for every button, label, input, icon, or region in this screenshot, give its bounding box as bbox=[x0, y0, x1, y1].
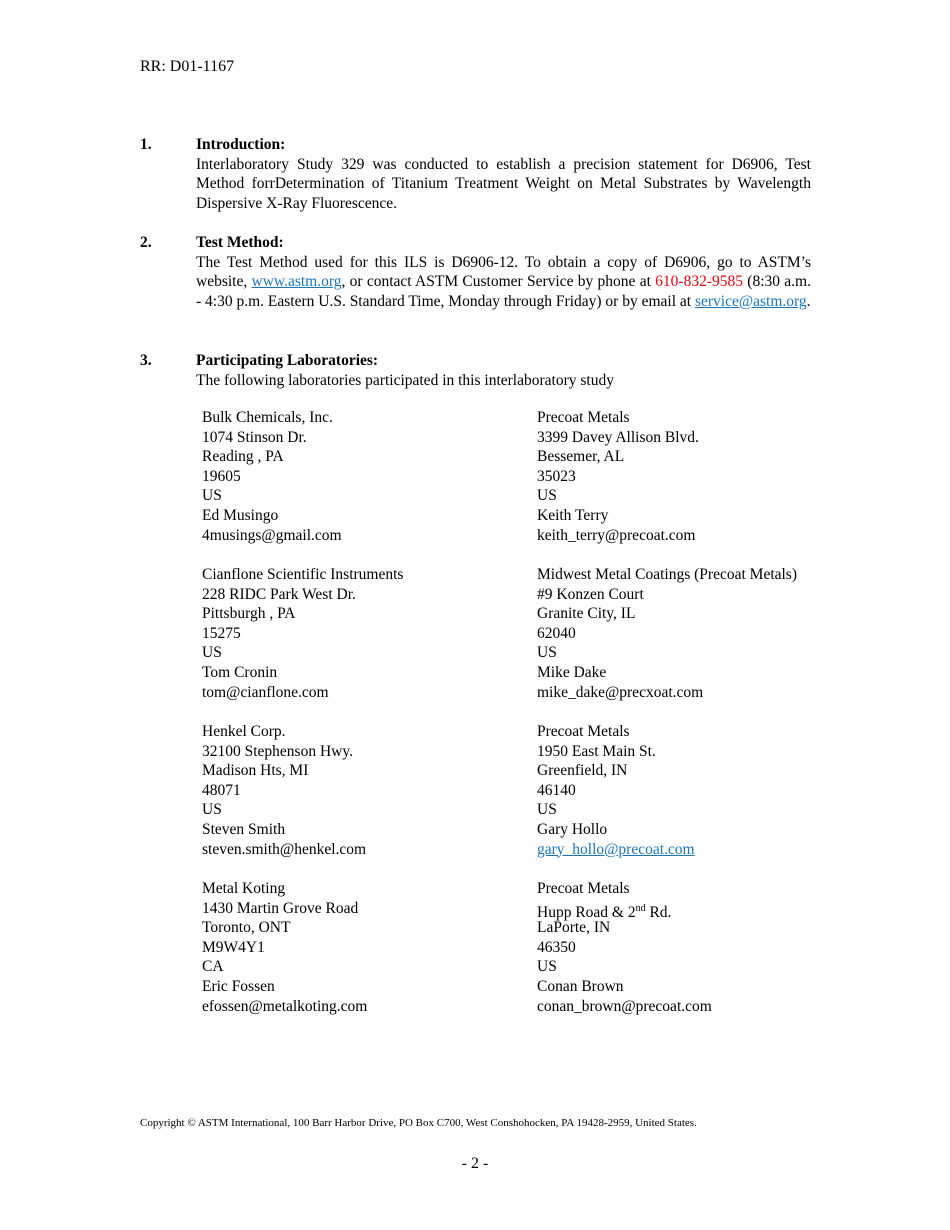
lab-country: US bbox=[202, 487, 222, 505]
lab-email: steven.smith@henkel.com bbox=[202, 840, 367, 858]
lab-email: tom@cianflone.com bbox=[202, 683, 329, 701]
lab-zip: 46350 bbox=[537, 938, 576, 956]
section-title: Participating Laboratories: bbox=[196, 352, 379, 369]
report-id: RR: D01-1167 bbox=[140, 58, 235, 75]
lab-email: efossen@metalkoting.com bbox=[202, 997, 368, 1015]
lab-entry bbox=[202, 722, 366, 859]
lab-contact: Tom Cronin bbox=[202, 663, 278, 681]
section-body bbox=[196, 253, 811, 312]
lab-contact: Steven Smith bbox=[202, 820, 286, 838]
lab-city: Madison Hts, MI bbox=[202, 762, 309, 780]
lab-street: #9 Konzen Court bbox=[537, 585, 644, 603]
lab-street: 1074 Stinson Dr. bbox=[202, 428, 307, 446]
lab-contact: Mike Dake bbox=[537, 663, 607, 681]
lab-entry bbox=[202, 408, 342, 545]
lab-zip: 15275 bbox=[202, 624, 241, 642]
lab-name: Metal Koting bbox=[202, 880, 286, 897]
lab-entry bbox=[202, 879, 367, 1016]
section-number: 2. bbox=[140, 234, 152, 251]
body-text: (8:30 a.m. - 4:30 p.m. Eastern U.S. Standard Time, Monday through Friday) or by email at bbox=[196, 273, 811, 310]
section-introduction bbox=[140, 135, 811, 213]
lab-country: US bbox=[537, 958, 557, 976]
lab-country: US bbox=[537, 801, 557, 819]
lab-street: 32100 Stephenson Hwy. bbox=[202, 742, 353, 760]
lab-row bbox=[202, 565, 862, 722]
lab-name: Precoat Metals bbox=[537, 880, 630, 897]
lab-city: Reading , PA bbox=[202, 448, 284, 466]
lab-city: LaPorte, IN bbox=[537, 919, 611, 937]
street-text: Rd. bbox=[645, 903, 672, 921]
body-text: . bbox=[806, 292, 811, 310]
lab-country: US bbox=[202, 644, 222, 662]
copyright-notice: Copyright © ASTM International, 100 Barr Harbor Drive, PO Box C700, West Conshohocken, PA 19428-2959, United States. bbox=[140, 1117, 697, 1129]
lab-street: 3399 Davey Allison Blvd. bbox=[537, 428, 699, 446]
section-participating-laboratories bbox=[140, 351, 811, 390]
lab-name: Precoat Metals bbox=[537, 409, 630, 426]
ordinal-suffix: nd bbox=[635, 902, 646, 914]
lab-row bbox=[202, 722, 862, 879]
lab-country: US bbox=[537, 644, 557, 662]
lab-country: US bbox=[202, 801, 222, 819]
lab-name: Midwest Metal Coatings (Precoat Metals) bbox=[537, 566, 798, 583]
body-text: , or contact ASTM Customer Service by phone at bbox=[341, 273, 656, 291]
lab-street: 1430 Martin Grove Road bbox=[202, 899, 359, 917]
lab-country: US bbox=[537, 487, 557, 505]
lab-city: Pittsburgh , PA bbox=[202, 605, 296, 623]
lab-email: keith_terry@precoat.com bbox=[537, 526, 696, 544]
lab-zip: 48071 bbox=[202, 781, 241, 799]
lab-street bbox=[537, 899, 712, 919]
section-test-method bbox=[140, 233, 811, 311]
laboratory-list bbox=[202, 408, 862, 1036]
lab-city: Bessemer, AL bbox=[537, 448, 625, 466]
phone-number: 610-832-9585 bbox=[655, 273, 743, 291]
lab-contact: Keith Terry bbox=[537, 506, 609, 524]
lab-contact: Conan Brown bbox=[537, 977, 624, 995]
lab-contact: Gary Hollo bbox=[537, 820, 608, 838]
astm-website-link[interactable]: www.astm.org bbox=[251, 273, 342, 291]
lab-entry bbox=[537, 879, 712, 1016]
lab-row bbox=[202, 408, 862, 565]
lab-entry bbox=[202, 565, 403, 702]
lab-contact: Ed Musingo bbox=[202, 506, 279, 524]
lab-zip: M9W4Y1 bbox=[202, 938, 265, 956]
lab-name: Cianflone Scientific Instruments bbox=[202, 566, 404, 583]
lab-zip: 19605 bbox=[202, 467, 241, 485]
lab-city: Granite City, IL bbox=[537, 605, 636, 623]
street-text: Hupp Road & 2 bbox=[537, 903, 636, 921]
lab-entry bbox=[537, 565, 797, 702]
lab-street: 1950 East Main St. bbox=[537, 742, 656, 760]
section-number: 3. bbox=[140, 352, 152, 369]
lab-city: Toronto, ONT bbox=[202, 919, 291, 937]
lab-zip: 46140 bbox=[537, 781, 576, 799]
lab-email: conan_brown@precoat.com bbox=[537, 997, 712, 1015]
service-email-link[interactable]: service@astm.org bbox=[694, 292, 807, 310]
section-number: 1. bbox=[140, 136, 152, 153]
page-number: - 2 - bbox=[461, 1155, 489, 1172]
lab-email: mike_dake@precxoat.com bbox=[537, 683, 704, 701]
lab-name: Precoat Metals bbox=[537, 723, 630, 740]
lab-zip: 62040 bbox=[537, 624, 576, 642]
section-title: Test Method: bbox=[196, 234, 284, 251]
body-text: The Test Method used for this ILS is D6906-12. To obtain a copy of D6906, go to ASTM’s website, bbox=[196, 253, 811, 291]
lab-contact: Eric Fossen bbox=[202, 977, 275, 995]
lab-row bbox=[202, 879, 862, 1036]
lab-entry bbox=[537, 408, 699, 545]
section-body: The following laboratories participated in this interlaboratory study bbox=[196, 371, 614, 389]
section-body: Interlaboratory Study 329 was conducted to establish a precision statement for D6906, Test Method forrDetermination of Titanium Treatment Weight on Metal Substrates by Wavelength Dispersive X-Ray Fluorescence. bbox=[196, 155, 811, 212]
lab-street: 228 RIDC Park West Dr. bbox=[202, 585, 356, 603]
lab-country: CA bbox=[202, 958, 224, 976]
lab-email-link[interactable]: gary_hollo@precoat.com bbox=[537, 840, 695, 858]
lab-city: Greenfield, IN bbox=[537, 762, 628, 780]
lab-email: 4musings@gmail.com bbox=[202, 526, 342, 544]
lab-zip: 35023 bbox=[537, 467, 576, 485]
section-title: Introduction: bbox=[196, 136, 286, 153]
lab-name: Henkel Corp. bbox=[202, 723, 286, 740]
lab-entry bbox=[537, 722, 695, 859]
lab-name: Bulk Chemicals, Inc. bbox=[202, 409, 333, 426]
